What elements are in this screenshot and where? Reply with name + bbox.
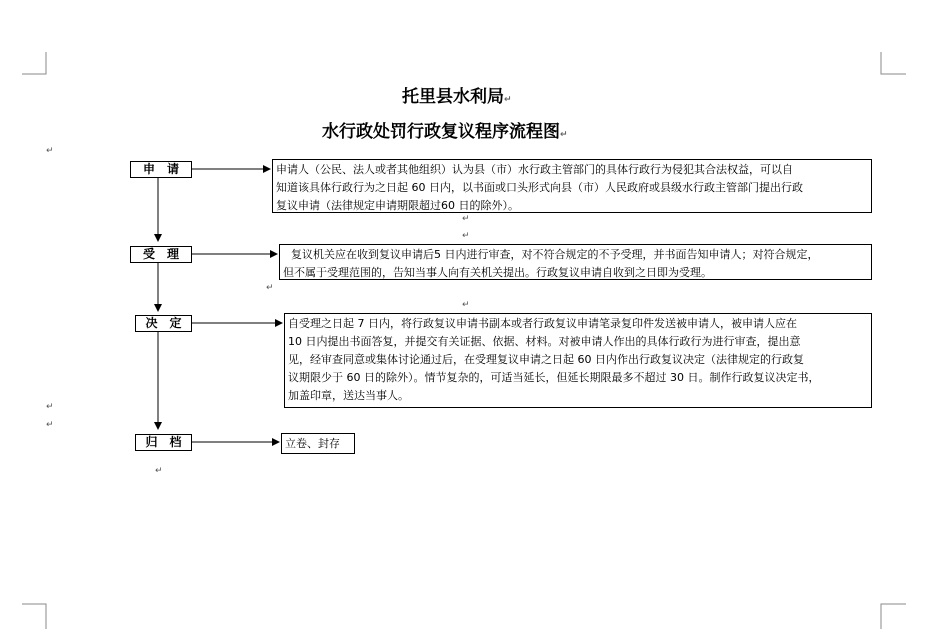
paragraph-mark: ↵ <box>46 146 54 156</box>
step-text-line: 10 日内提出书面答复，并提交有关证据、依据、材料。对被申请人作出的具体行政行为进行审查，提出意 <box>288 335 801 348</box>
title-line-1: 托里县水利局 <box>402 87 504 107</box>
step-text-line: 自受理之日起 7 日内，将行政复议申请书副本或者行政复议申请笔录复印件发送被申请人，被申请人应在 <box>288 317 797 330</box>
step-box-apply <box>272 159 872 213</box>
step-text-line: 知道该具体行政行为之日起 60 日内，以书面或口头形式向县（市）人民政府或县级水行政主管部门提出行政 <box>276 181 803 194</box>
paragraph-mark: ↵ <box>46 420 54 430</box>
step-label-archive: 归 档 <box>135 434 192 451</box>
step-text-line: 议期限少于 60 日的除外）。情节复杂的，可适当延长，但延长期限最多不超过 30 日。制作行政复议决定书， <box>288 371 820 384</box>
step-box-accept <box>279 244 872 280</box>
step-text-line: 见，经审查同意或集体讨论通过后，在受理复议申请之日起 60 日内作出行政复议决定（法律规定的行政复 <box>288 353 804 366</box>
step-box-archive <box>281 433 355 454</box>
paragraph-mark: ↵ <box>155 466 163 476</box>
step-label-decide: 决 定 <box>135 315 192 332</box>
step-text-line: 申请人（公民、法人或者其他组织）认为县（市）水行政主管部门的具体行政行为侵犯其合法权益，可以自 <box>276 163 793 176</box>
paragraph-mark: ↵ <box>46 402 54 412</box>
step-text-line: 加盖印章，送达当事人。 <box>288 389 409 402</box>
step-label-apply: 申 请 <box>130 161 192 178</box>
paragraph-mark: ↵ <box>462 214 470 224</box>
step-label-accept: 受 理 <box>130 246 192 263</box>
step-text-line: 复议机关应在收到复议申请后5 日内进行审查，对不符合规定的不予受理，并书面告知申请人；对符合规定， <box>291 248 819 261</box>
step-text-line: 复议申请（法律规定申请期限超过60 日的除外）。 <box>276 199 519 212</box>
paragraph-mark: ↵ <box>504 95 512 105</box>
step-text-line: 立卷、封存 <box>285 437 340 450</box>
title-line-2: 水行政处罚行政复议程序流程图 <box>322 122 560 142</box>
paragraph-mark: ↵ <box>462 231 470 241</box>
step-box-decide <box>284 313 872 408</box>
paragraph-mark: ↵ <box>560 130 568 140</box>
paragraph-mark: ↵ <box>266 283 274 293</box>
paragraph-mark: ↵ <box>462 300 470 310</box>
step-text-line: 但不属于受理范围的，告知当事人向有关机关提出。行政复议申请自收到之日即为受理。 <box>283 266 712 279</box>
